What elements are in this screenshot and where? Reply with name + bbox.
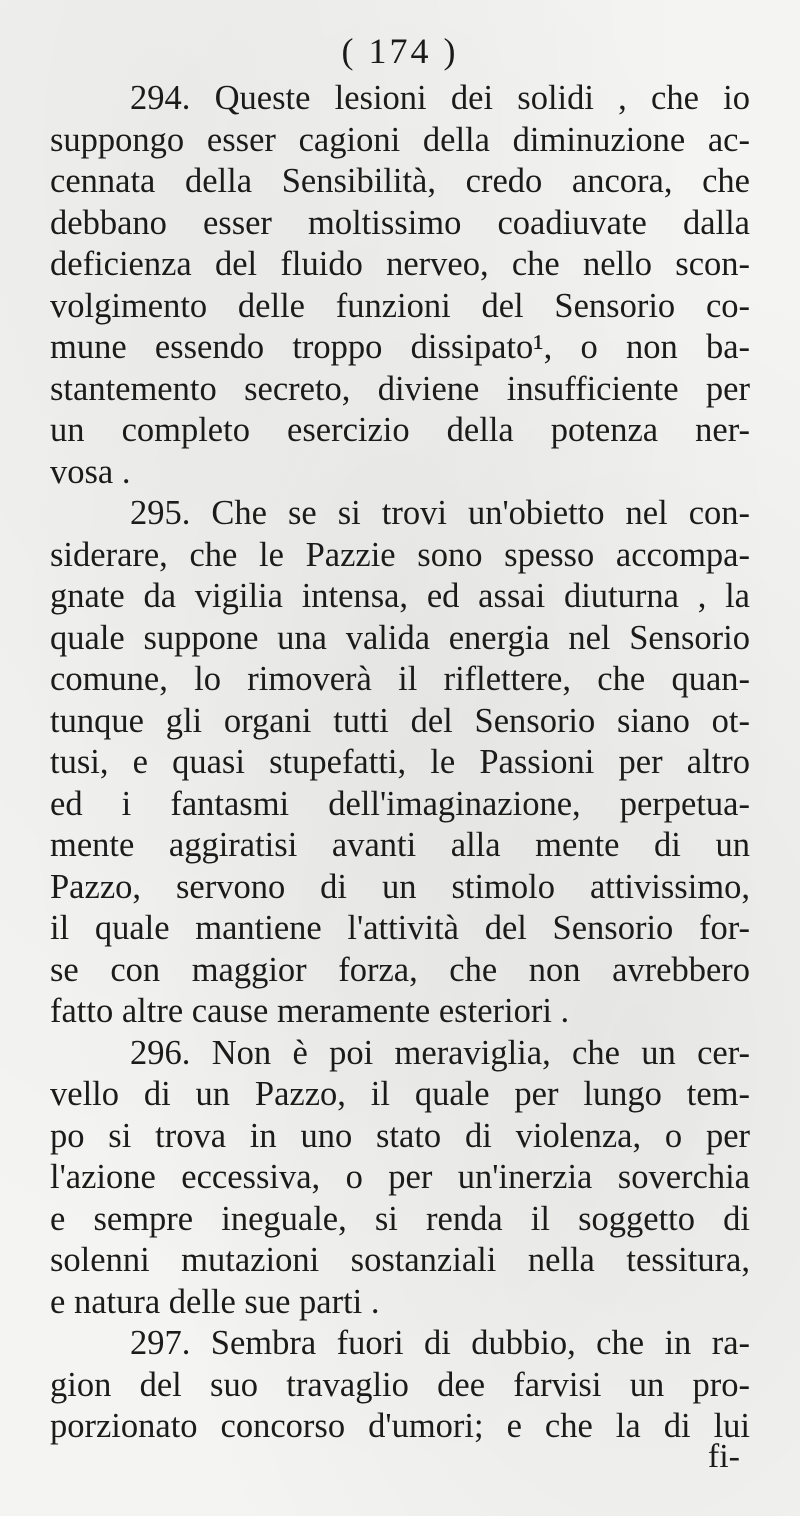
- text-line: 297. Sembra fuori di dubbio, che in ra-: [130, 1324, 750, 1362]
- text-line: stantemento secreto, diviene insufficiente per: [50, 369, 750, 408]
- text-line: po si trova in uno stato di violenza, o per: [50, 1116, 750, 1155]
- text-line: e sempre ineguale, si renda il soggetto di: [50, 1199, 750, 1238]
- text-line: comune, lo rimoverà il riflettere, che quan-: [50, 660, 750, 698]
- text-line: gion del suo travaglio dee farvisi un pro-: [50, 1365, 750, 1404]
- text-line: volgimento delle funzioni del Sensorio co-: [50, 286, 750, 325]
- text-line: mune essendo troppo dissipato¹, o non ba-: [50, 328, 750, 366]
- text-line: ed i fantasmi dell'imaginazione, perpetua-: [50, 784, 750, 823]
- text-line: il quale mantiene l'attività del Sensorio for-: [50, 909, 750, 947]
- text-line: tusi, e quasi stupefatti, le Passioni per altro: [50, 743, 750, 781]
- text-line: Pazzo, servono di un stimolo attivissimo,: [50, 867, 750, 906]
- body-text: [50, 78, 750, 1448]
- text-line: tunque gli organi tutti del Sensorio siano ot-: [50, 701, 750, 740]
- text-line: solenni mutazioni sostanziali nella tessitura,: [50, 1241, 750, 1279]
- text-line: vello di un Pazzo, il quale per lungo tem-: [50, 1075, 750, 1113]
- text-line: cennata della Sensibilità, credo ancora, che: [50, 162, 750, 200]
- text-line: vosa .: [50, 452, 131, 491]
- text-line: l'azione eccessiva, o per un'inerzia soverchia: [50, 1158, 750, 1196]
- text-line: deficienza del fluido nerveo, che nello scon-: [50, 245, 750, 283]
- text-line: e natura delle sue parti .: [50, 1282, 380, 1321]
- text-line: quale suppone una valida energia nel Sensorio: [50, 618, 750, 657]
- text-line: 296. Non è poi meraviglia, che un cer-: [130, 1033, 750, 1072]
- text-line: debbano esser moltissimo coadiuvate dalla: [50, 203, 750, 242]
- text-line: se con maggior forza, che non avrebbero: [50, 950, 750, 989]
- text-line: mente aggiratisi avanti alla mente di un: [50, 826, 750, 864]
- text-line: gnate da vigilia intensa, ed assai diuturna , la: [50, 577, 750, 615]
- text-line: fatto altre cause meramente esteriori .: [50, 992, 570, 1030]
- text-line: suppongo esser cagioni della diminuzione ac-: [50, 120, 750, 159]
- text-line: un completo esercizio della potenza ner-: [50, 411, 750, 449]
- text-line: siderare, che le Pazzie sono spesso accompa-: [50, 535, 750, 574]
- text-line: porzionato concorso d'umori; e che la di lui: [50, 1407, 750, 1445]
- catchword: fi-: [707, 1438, 740, 1475]
- text-line: 295. Che se si trovi un'obietto nel con-: [130, 494, 750, 532]
- text-line: 294. Queste lesioni dei solidi , che io: [130, 79, 750, 117]
- page-number: ( 174 ): [341, 31, 459, 71]
